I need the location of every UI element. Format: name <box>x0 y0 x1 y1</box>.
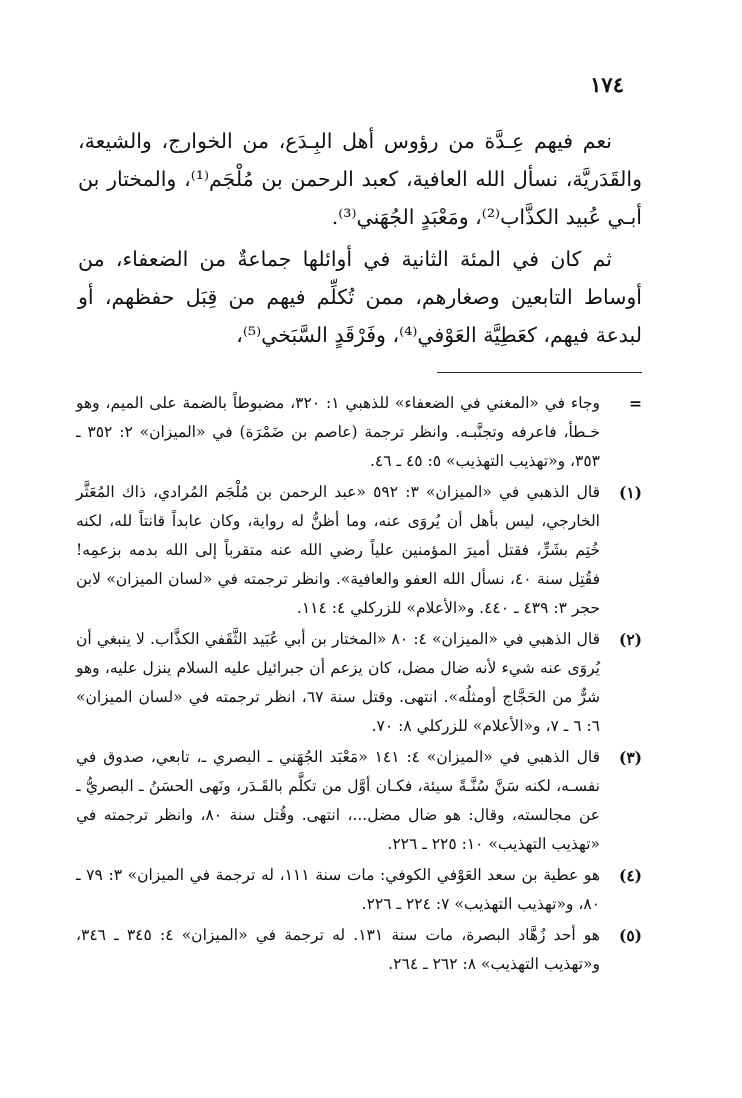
main-paragraph-1: نعم فيهم عِـدَّة من رؤوس أهل البِـدَع، من الخوارج، والشيعة، والقَدَريَّة، نسأل الله العافية، كعبد الرحمن بن مُلْجَم⁽¹⁾، والمختار بن أبـي عُبيد الكذَّاب⁽²⁾، ومَعْبَدٍ الجُهَني⁽³⁾. <box>78 129 642 229</box>
footnote-1 <box>76 478 642 623</box>
footnote-text: وجاء في «المغني في الضعفاء» للذهبي ١: ٣٢٠، مضبوطاً بالضمة على الميم، وهو خـطأ، فاعرفه وتجنَّبـه. وانظر ترجمة (عاصم بن ضَمْرَة) في «الميزان» ٢: ٣٥٢ ـ ٣٥٣، و«تهذيب التهذيب» ٥: ٤٥ ـ ٤٦. <box>76 394 601 470</box>
main-text <box>78 122 642 354</box>
footnote-4 <box>76 861 642 919</box>
footnote-text: قال الذهبي في «الميزان» ٣: ٥٩٢ «عبد الرحمن بن مُلْجَم المُرادي، ذاك المُعَثَّر الخارجي، ليس بأهل أن يُروَى عنه، وما أظنُّ له رواية، وكان عابداً قانتاً لله، لكنه خُتِم بشَرٍّ، فقتل أميرَ المؤمنين علياً رضي الله عنه متقرباً إلى الله بدمه بزعمِه! فقُتِل سنة ٤٠، نسأل الله العفو والعافية». وانظر ترجمته في «لسان الميزان» لابن حجر ٣: ٤٣٩ ـ ٤٤٠. و«الأعلام» للزركلي ٤: ١١٤. <box>76 483 600 617</box>
footnote-3 <box>76 743 642 859</box>
footnote-marker: (٤) <box>618 866 642 885</box>
footnote-5 <box>76 921 642 979</box>
footnotes <box>76 389 642 981</box>
footnote-text: هو أحد زُهَّاد البصرة، مات سنة ١٣١. له ترجمة في «الميزان» ٤: ٣٤٥ ـ ٣٤٦، و«تهذيب التهذيب» ٨: ٢٦٢ ـ ٢٦٤. <box>76 926 600 973</box>
footnote-marker: (٢) <box>618 630 642 649</box>
footnote-marker: (١) <box>618 483 642 502</box>
footnote-2 <box>76 625 642 741</box>
footnote-text: قال الذهبي في «الميزان» ٤: ٨٠ «المختار بن أبي عُبَيد الثَّقَفي الكذَّاب. لا ينبغي أن يُروَى عنه شيء لأنه ضال مضل، كان يزعم أن جبرائيل عليه السلام ينزل عليه، وهو شرٌّ من الحَجَّاج أومثلُه». انتهى. وقتل سنة ٦٧، انظر ترجمته في «لسان الميزان» ٦: ٦ ـ ٧، و«الأعلام» للزركلي ٨: ٧٠. <box>76 630 600 735</box>
footnote-continuation <box>76 389 642 476</box>
page-number: ١٧٤ <box>590 72 624 97</box>
footnote-marker: (٥) <box>618 926 642 945</box>
footnote-text: قال الذهبي في «الميزان» ٤: ١٤١ «مَعْبَد الجُهَني ـ البصري ـ، تابعي، صدوق في نفسـه، لكنه سَنَّ سُنَّـةً سيئة، فكـان أوَّل من تكلَّم بالقَـدَر، ونَهى الحسَنُ ـ البصريُّ ـ عن مجالسته، وقال: هو ضال مضل...، انتهى. وقُتل سنة ٨٠، وانظر ترجمته في «تهذيب التهذيب» ١٠: ٢٢٥ ـ ٢٢٦. <box>76 748 600 853</box>
footnote-text: هو عطية بن سعد العَوْفي الكوفي: مات سنة ١١١، له ترجمة في الميزان» ٣: ٧٩ ـ ٨٠، و«تهذيب التهذيب» ٧: ٢٢٤ ـ ٢٢٦. <box>76 866 601 913</box>
footnote-marker: (٣) <box>618 748 642 767</box>
footnote-marker: = <box>629 394 642 413</box>
main-paragraph-2: ثم كان في المئة الثانية في أوائلها جماعةٌ من الضعفاء، من أوساط التابعين وصغارهم، ممن تُكلِّم فيهم من قِبَل حفظهم، أو لبدعة فيهم، كعَطِيَّة العَوْفي⁽⁴⁾، وفَرْقَدٍ السَّبَخي⁽⁵⁾، <box>78 247 642 347</box>
footnote-separator <box>437 372 642 373</box>
